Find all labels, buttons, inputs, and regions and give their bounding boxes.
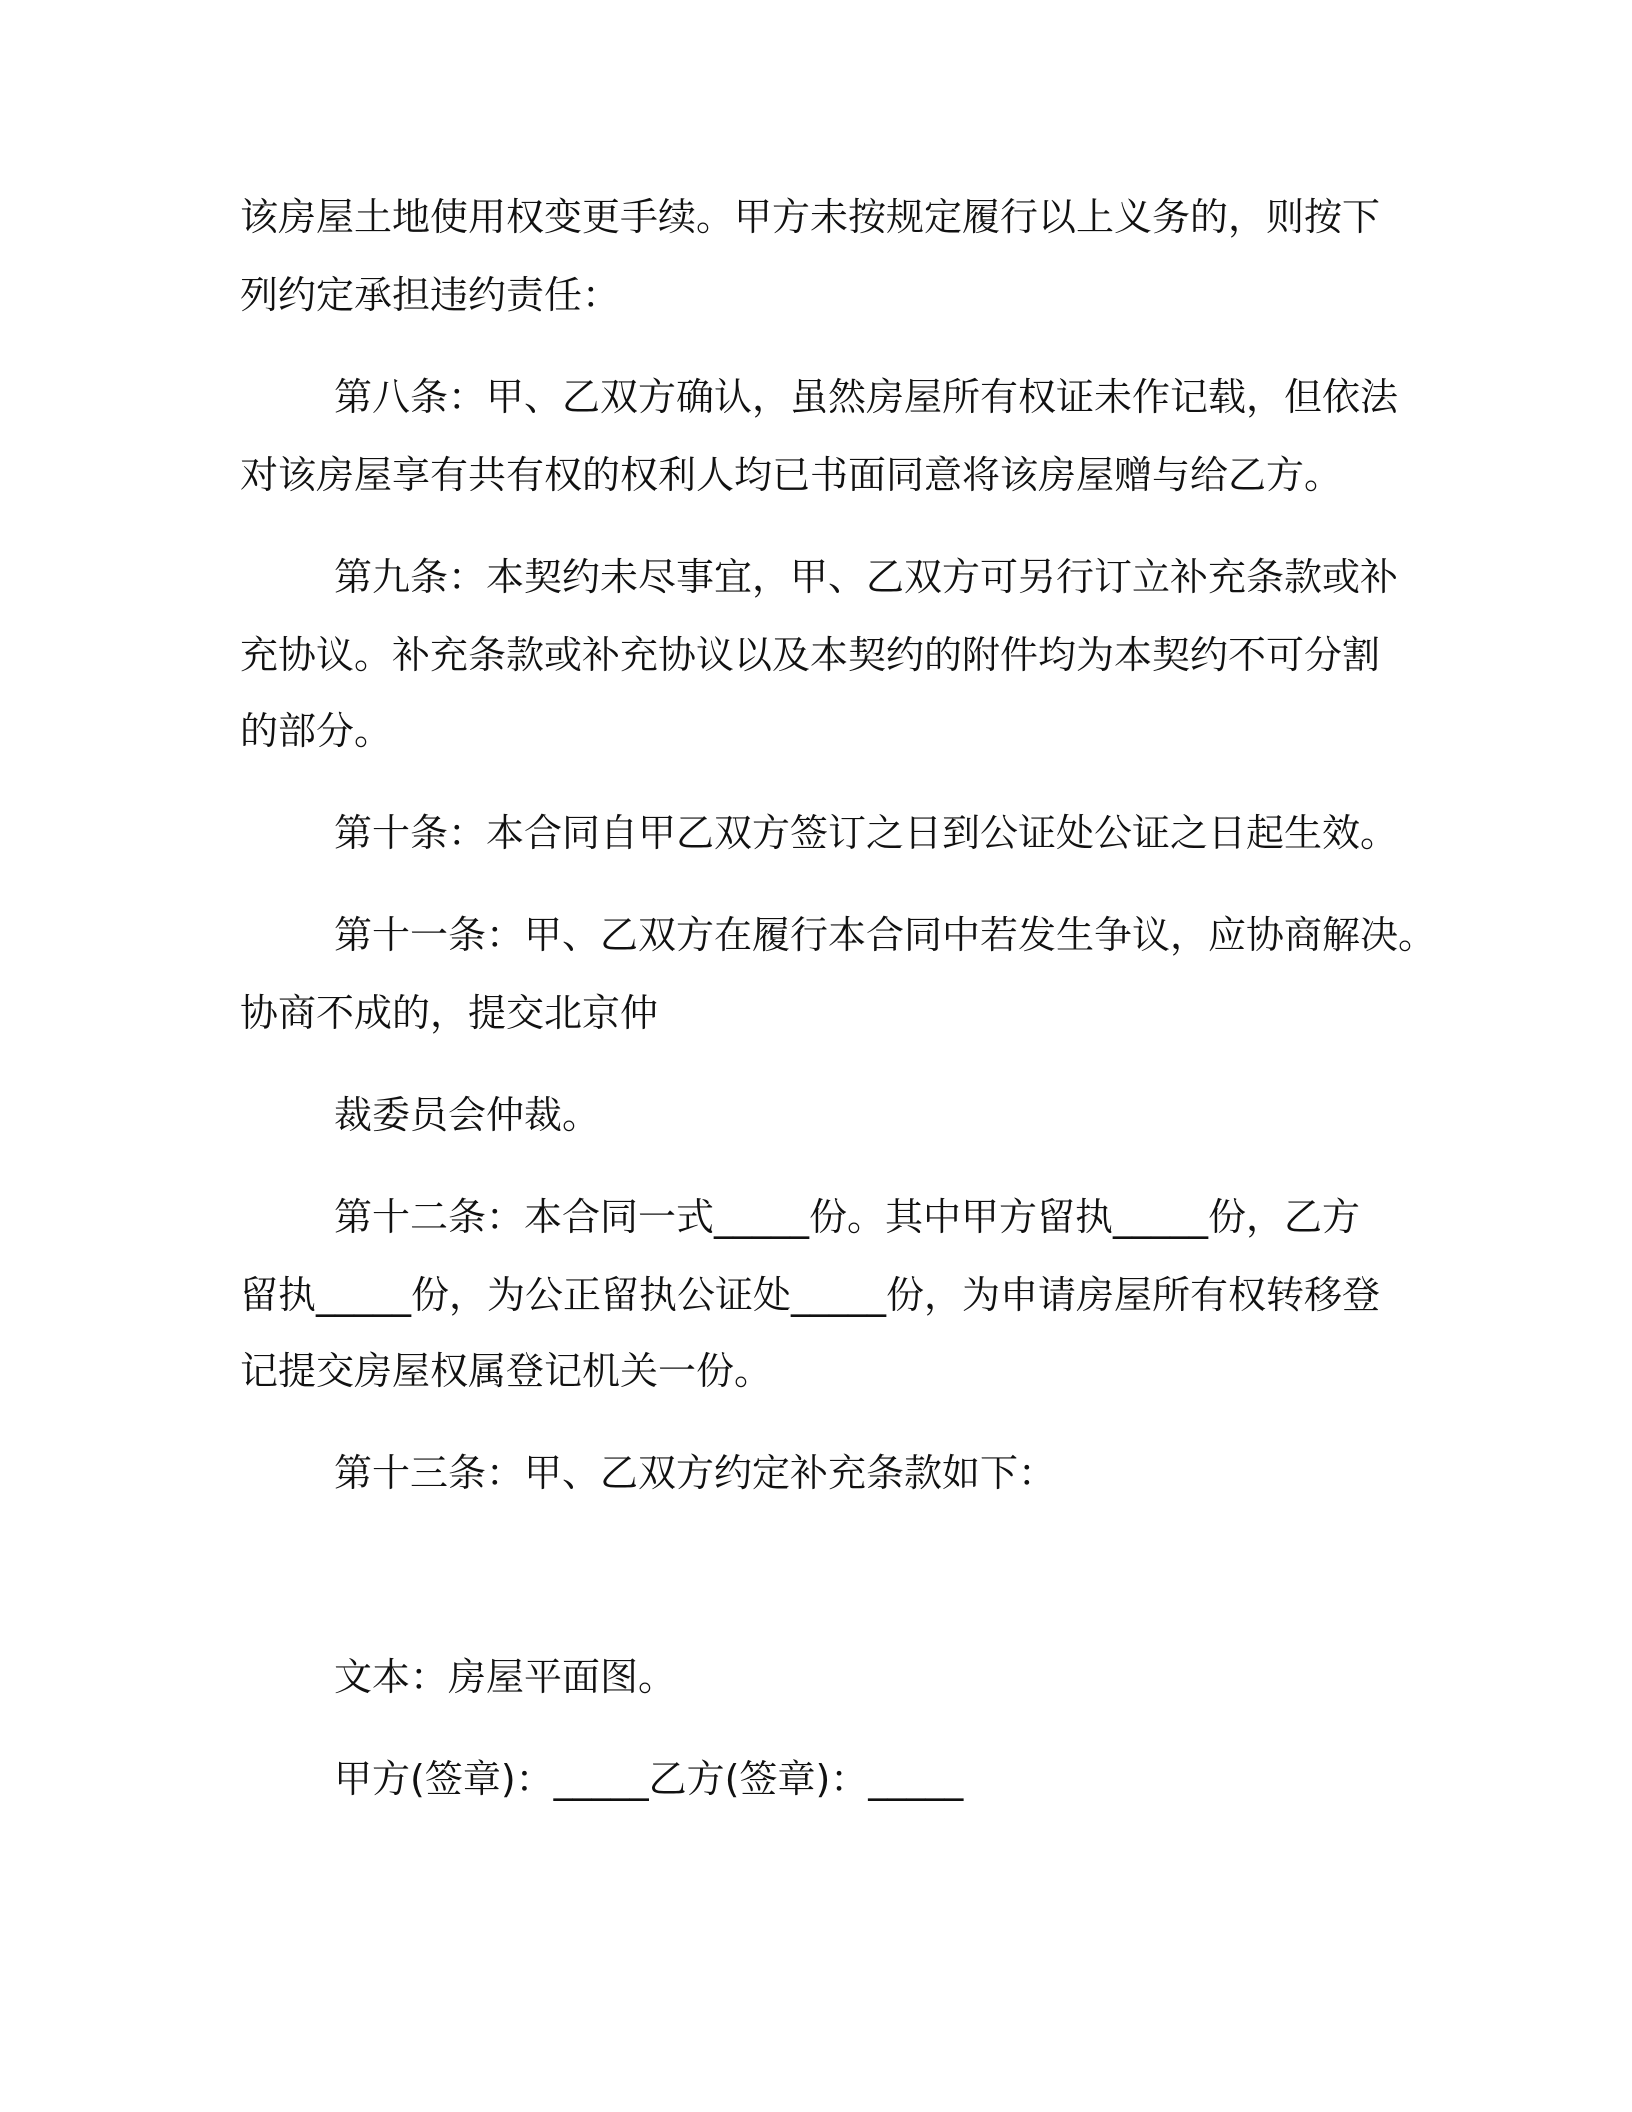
article-8-line-2: 对该房屋享有共有权的权利人均已书面同意将该房屋赠与给乙方。 xyxy=(240,453,1343,497)
article-11-line-1: 第十一条：甲、乙双方在履行本合同中若发生争议，应协商解决。 xyxy=(334,913,1437,957)
article-12-line-3: 记提交房屋权属登记机关一份。 xyxy=(240,1349,773,1393)
article-11-line-2: 协商不成的，提交北京仲 xyxy=(240,991,659,1035)
article-11-line-3: 裁委员会仲裁。 xyxy=(334,1093,601,1137)
article-9-line-2: 充协议。补充条款或补充协议以及本契约的附件均为本契约不可分割 xyxy=(240,633,1381,677)
article-12-line-1: 第十二条：本合同一式_____份。其中甲方留执_____份，乙方 xyxy=(334,1195,1361,1239)
article-9-line-3: 的部分。 xyxy=(240,709,393,753)
text-line-1: 该房屋土地使用权变更手续。甲方未按规定履行以上义务的，则按下 xyxy=(240,195,1381,239)
article-8-line-1: 第八条：甲、乙双方确认，虽然房屋所有权证未作记载，但依法 xyxy=(334,375,1399,419)
text-line-2: 列约定承担违约责任： xyxy=(240,273,621,317)
attachment-line: 文本：房屋平面图。 xyxy=(334,1655,677,1699)
article-10-line-1: 第十条：本合同自甲乙双方签订之日到公证处公证之日起生效。 xyxy=(334,811,1399,855)
article-12-line-2: 留执_____份，为公正留执公证处_____份，为申请房屋所有权转移登 xyxy=(240,1273,1381,1317)
article-9-line-1: 第九条：本契约未尽事宜，甲、乙双方可另行订立补充条款或补 xyxy=(334,555,1399,599)
article-13-line-1: 第十三条：甲、乙双方约定补充条款如下： xyxy=(334,1451,1057,1495)
signature-line: 甲方(签章)：_____乙方(签章)：_____ xyxy=(334,1757,964,1801)
